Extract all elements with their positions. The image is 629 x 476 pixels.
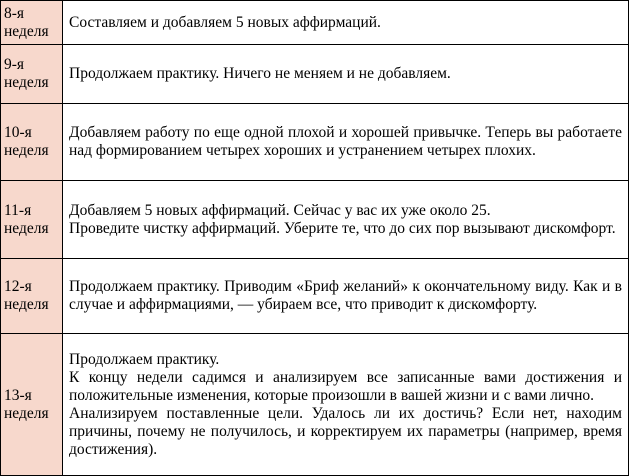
week-number: 8-я — [4, 4, 25, 22]
task-cell — [63, 181, 629, 259]
week-word: неделя — [4, 296, 49, 313]
task-paragraph: Добавляем работу по еще одной плохой и хорошей привычке. Теперь вы работаете над формированием четырех хороших и устранением четырех плохих. — [69, 124, 622, 159]
week-word: неделя — [4, 74, 49, 91]
week-cell — [1, 259, 63, 334]
week-word: неделя — [4, 142, 49, 159]
table-row — [1, 259, 629, 334]
table-row — [1, 334, 629, 476]
task-cell — [63, 259, 629, 334]
week-cell — [1, 1, 63, 45]
task-cell — [63, 45, 629, 104]
week-number: 10-я — [4, 124, 32, 141]
task-cell — [63, 1, 629, 45]
week-number: 12-я — [4, 278, 32, 295]
task-paragraph: Составляем и добавляем 5 новых аффирмаций. — [69, 13, 381, 31]
table-row — [1, 45, 629, 104]
week-word: неделя — [4, 219, 49, 237]
table-row — [1, 104, 629, 181]
week-cell — [1, 334, 63, 476]
week-number: 11-я — [4, 201, 32, 219]
task-paragraph: Добавляем 5 новых аффирмаций. Сейчас у вас их уже около 25. — [69, 201, 491, 219]
task-paragraph: Продолжаем практику. Приводим «Бриф желаний» к окончательному виду. Как и в случае и аффирмациями, — убираем все, что приводит к дискомфорту. — [69, 278, 622, 313]
week-number: 13-я — [4, 386, 32, 404]
week-number: 9-я — [4, 56, 25, 73]
task-cell — [63, 334, 629, 476]
task-paragraph: Продолжаем практику. — [69, 350, 220, 368]
week-cell — [1, 181, 63, 259]
task-paragraph: Анализируем поставленные цели. Удалось ли их достичь? Если нет, находим причины, почему не получилось, и корректируем их параметры (например, время достижения). — [69, 404, 622, 458]
week-word: неделя — [4, 404, 49, 422]
task-cell — [63, 104, 629, 181]
table-row — [1, 181, 629, 259]
task-paragraph: К концу недели садимся и анализируем все записанные вами достижения и положительные изменения, которые произошли в вашей жизни и с вами лично. — [69, 368, 622, 404]
table-row — [1, 1, 629, 45]
week-cell — [1, 104, 63, 181]
task-paragraph: Продолжаем практику. Ничего не меняем и не добавляем. — [69, 65, 451, 82]
week-cell — [1, 45, 63, 104]
week-word: неделя — [4, 22, 49, 40]
task-paragraph: Проведите чистку аффирмаций. Уберите те, что до сих пор вызывают дискомфорт. — [69, 219, 616, 237]
